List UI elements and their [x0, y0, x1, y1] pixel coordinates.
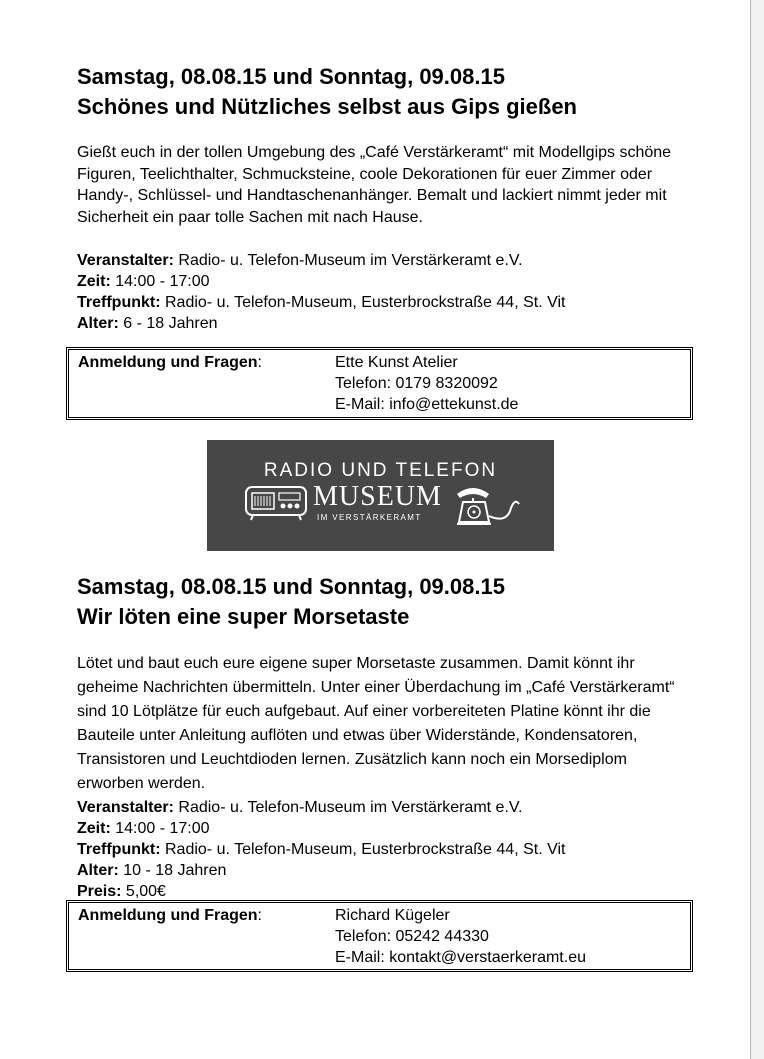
event-2-title: Wir löten eine super Morsetaste: [77, 604, 410, 629]
museum-logo: [207, 440, 554, 551]
radio-icon: [245, 484, 307, 522]
event-2-organizer: Veranstalter: Radio- u. Telefon-Museum im Verstärkeramt e.V.: [77, 799, 523, 816]
event-2-contact: [335, 905, 586, 968]
event-1: [77, 62, 697, 334]
event-1-description: Gießt euch in der tollen Umgebung des „Café Verstärkeramt“ mit Modellgips schöne Figuren, Teelichthalter, Schmucksteine, coole Dekorationen für euer Zimmer oder Handy-, Schlüssel- und Handtaschenanhänger. Bemalt und lackiert nimmt jeder mit Sicherheit ein paar tolle Sachen mit nach Hause.: [77, 144, 672, 226]
event-2-contact-phone: Telefon: 05242 44330: [335, 928, 489, 945]
event-1-contact-email: E-Mail: info@ettekunst.de: [335, 396, 519, 413]
event-2-registration-label: Anmeldung und Fragen:: [78, 907, 262, 924]
event-1-contact-name: Ette Kunst Atelier: [335, 354, 458, 371]
logo-line-1: RADIO UND TELEFON: [263, 460, 498, 481]
event-2-registration-box: [66, 900, 693, 972]
event-2-time: Zeit: 14:00 - 17:00: [77, 820, 210, 837]
event-1-contact: [335, 352, 518, 415]
logo-line-3: IM VERSTÄRKERAMT: [317, 513, 422, 522]
telephone-icon: [453, 480, 521, 528]
event-1-meeting-point: Treffpunkt: Radio- u. Telefon-Museum, Eusterbrockstraße 44, St. Vit: [77, 294, 566, 312]
event-1-date-heading: Samstag, 08.08.15 und Sonntag, 09.08.15: [77, 64, 505, 89]
event-1-organizer: Veranstalter: Radio- u. Telefon-Museum im Verstärkeramt e.V.: [77, 252, 523, 270]
event-1-registration-box: [66, 347, 693, 420]
page-edge: [750, 0, 764, 1059]
event-1-age: Alter: 6 - 18 Jahren: [77, 315, 218, 333]
event-2-details: [77, 797, 697, 902]
event-2-meeting-point: Treffpunkt: Radio- u. Telefon-Museum, Eusterbrockstraße 44, St. Vit: [77, 841, 566, 858]
event-2-age: Alter: 10 - 18 Jahren: [77, 862, 227, 879]
event-1-contact-phone: Telefon: 0179 8320092: [335, 375, 498, 392]
event-2-date-heading: Samstag, 08.08.15 und Sonntag, 09.08.15: [77, 574, 505, 599]
event-2-contact-email: E-Mail: kontakt@verstaerkeramt.eu: [335, 949, 586, 966]
event-2-contact-name: Richard Kügeler: [335, 907, 450, 924]
event-1-details: [77, 250, 697, 334]
event-1-registration-label: Anmeldung und Fragen:: [78, 354, 262, 371]
event-2-description: Lötet und baut euch eure eigene super Morsetaste zusammen. Damit könnt ihr geheime Nachrichten übermitteln. Unter einer Überdachung im „Café Verstärkeramt“ sind 10 Lötplätze für euch aufgebaut. Auf einer vorbereiteten Platine könnt ihr die Bauteile unter Anleitung auflöten und etwas über Widerstände, Kondensatoren, Transistoren und Leuchtdioden lernen. Zusätzlich kann noch ein Morsediplom erworben werden.: [77, 655, 675, 792]
logo-line-2: MUSEUM: [313, 481, 442, 512]
event-1-title: Schönes und Nützliches selbst aus Gips gießen: [77, 94, 577, 119]
event-2-price: Preis: 5,00€: [77, 883, 166, 900]
event-1-time: Zeit: 14:00 - 17:00: [77, 273, 210, 291]
event-2: [77, 572, 697, 902]
